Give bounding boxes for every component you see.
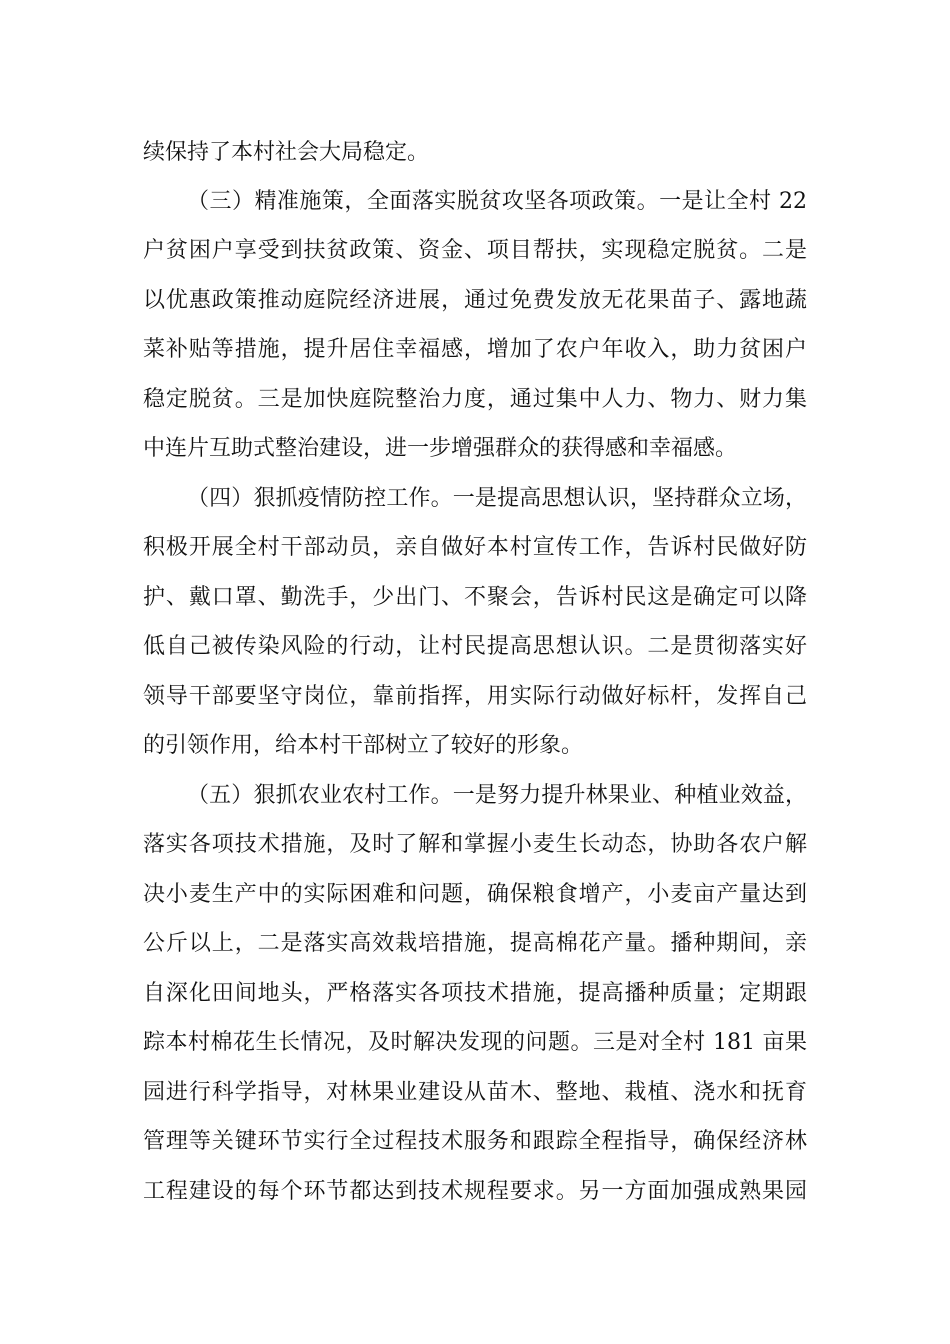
text-line: 菜补贴等措施，提升居住幸福感，增加了农户年收入，助力贫困户 [143, 337, 807, 362]
text-line: 管理等关键环节实行全过程技术服务和跟踪全程指导，确保经济林 [143, 1129, 807, 1154]
text-line: 自深化田间地头，严格落实各项技术措施，提高播种质量；定期跟 [143, 981, 807, 1006]
paragraph-heading-5: （五）狠抓农业农村工作。一是努力提升林果业、种植业效益， [187, 783, 807, 808]
text-line: 续保持了本村社会大局稳定。 [143, 140, 430, 165]
text-line: 决小麦生产中的实际困难和问题，确保粮食增产，小麦亩产量达到 [143, 882, 807, 907]
text-line: 积极开展全村干部动员，亲自做好本村宣传工作，告诉村民做好防 [143, 535, 807, 560]
text-line: 园进行科学指导，对林果业建设从苗木、整地、栽植、浇水和抚育 [143, 1080, 807, 1105]
text-line: 踪本村棉花生长情况，及时解决发现的问题。三是对全村 181 亩果 [143, 1030, 807, 1055]
text-line: 中连片互助式整治建设，进一步增强群众的获得感和幸福感。 [143, 436, 738, 461]
text-line: 以优惠政策推动庭院经济进展，通过免费发放无花果苗子、露地蔬 [143, 288, 807, 313]
text-line: 低自己被传染风险的行动，让村民提高思想认识。二是贯彻落实好 [143, 634, 807, 659]
paragraph-heading-3: （三）精准施策，全面落实脱贫攻坚各项政策。一是让全村 22 [187, 189, 807, 214]
text-line: 护、戴口罩、勤洗手，少出门、不聚会，告诉村民这是确定可以降 [143, 585, 807, 610]
text-line: 公斤以上，二是落实高效栽培措施，提高棉花产量。播种期间，亲 [143, 931, 807, 956]
text-line: 稳定脱贫。三是加快庭院整治力度，通过集中人力、物力、财力集 [143, 387, 807, 412]
text-line: 领导干部要坚守岗位，靠前指挥，用实际行动做好标杆，发挥自己 [143, 684, 807, 709]
text-line: 落实各项技术措施，及时了解和掌握小麦生长动态，协助各农户解 [143, 832, 807, 857]
text-line: 户贫困户享受到扶贫政策、资金、项目帮扶，实现稳定脱贫。二是 [143, 238, 807, 263]
paragraph-heading-4: （四）狠抓疫情防控工作。一是提高思想认识，坚持群众立场， [187, 486, 807, 511]
text-line: 工程建设的每个环节都达到技术规程要求。另一方面加强成熟果园 [143, 1179, 807, 1204]
text-line: 的引领作用，给本村干部树立了较好的形象。 [143, 733, 584, 758]
